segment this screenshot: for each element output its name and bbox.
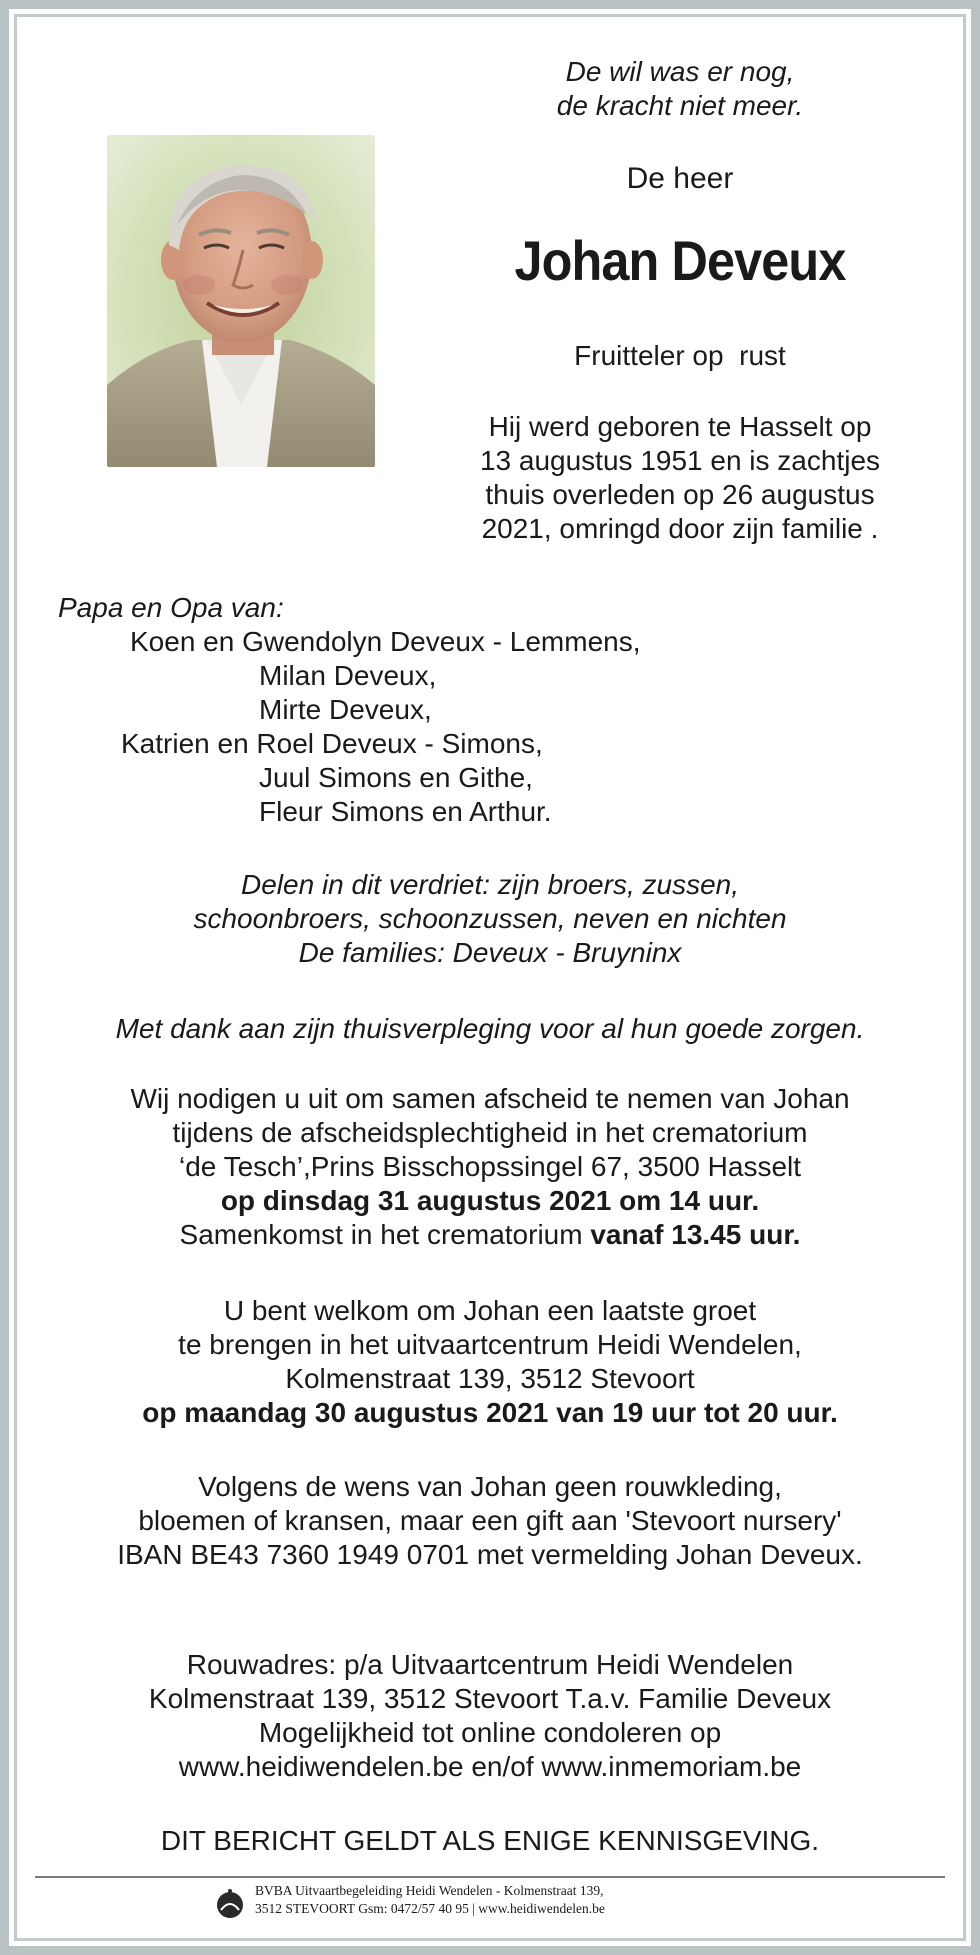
ceremony-block: [40, 1082, 940, 1252]
ceremony-line: ‘de Tesch’,Prins Bisschopssingel 67, 3500 Hasselt: [178, 1151, 802, 1182]
address-line: Kolmenstraat 139, 3512 Stevoort T.a.v. Familie Deveux: [148, 1683, 832, 1714]
gathering-prefix: Samenkomst in het crematorium: [179, 1219, 591, 1250]
wish-block: [40, 1470, 940, 1572]
footer-line1: BVBA Uitvaartbegeleiding Heidi Wendelen - Kolmenstraat 139,: [255, 1883, 604, 1898]
family-line: Juul Simons en Githe,: [259, 762, 533, 793]
notice: DIT BERICHT GELDT ALS ENIGE KENNISGEVING.: [160, 1825, 820, 1856]
family-line: Fleur Simons en Arthur.: [259, 796, 552, 827]
family-line: Katrien en Roel Deveux - Simons,: [121, 728, 543, 759]
motto-line: De wil was er nog,: [565, 56, 795, 87]
ceremony-line: Wij nodigen u uit om samen afscheid te nemen van Johan: [130, 1083, 850, 1114]
grief-line: Delen in dit verdriet: zijn broers, zussen,: [241, 869, 739, 900]
ceremony-date: op dinsdag 31 augustus 2021 om 14 uur.: [220, 1185, 760, 1216]
wish-line: Volgens de wens van Johan geen rouwkleding,: [198, 1471, 782, 1502]
motto-line: de kracht niet meer.: [556, 90, 804, 121]
visit-block: [40, 1294, 940, 1430]
address-line: Mogelijkheid tot online condoleren op: [258, 1717, 722, 1748]
thanks: Met dank aan zijn thuisverpleging voor al hun goede zorgen.: [115, 1013, 865, 1044]
address-line: www.heidiwendelen.be en/of www.inmemoriam.be: [178, 1751, 802, 1782]
address-block: [40, 1648, 940, 1784]
visit-line: U bent welkom om Johan een laatste groet: [223, 1295, 757, 1326]
ceremony-line: tijdens de afscheidsplechtigheid in het crematorium: [172, 1117, 808, 1148]
portrait-photo: [107, 135, 375, 467]
family-line: Mirte Deveux,: [259, 694, 432, 725]
birth-line: thuis overleden op 26 augustus: [485, 479, 875, 510]
footer-text: [255, 1882, 605, 1918]
birth-line: 13 augustus 1951 en is zachtjes: [479, 445, 881, 476]
family-line: Milan Deveux,: [259, 660, 437, 691]
motto: [480, 55, 880, 123]
family-heading: Papa en Opa van:: [58, 592, 284, 623]
grief-line: De families: Deveux - Bruyninx: [298, 937, 682, 968]
wish-line: IBAN BE43 7360 1949 0701 met vermelding Johan Deveux.: [117, 1539, 863, 1570]
honorific: De heer: [626, 162, 734, 195]
visit-date: op maandag 30 augustus 2021 van 19 uur tot 20 uur.: [142, 1397, 838, 1428]
funeral-home-logo-icon: [215, 1888, 245, 1920]
family-line: Koen en Gwendolyn Deveux - Lemmens,: [130, 626, 641, 657]
grief-line: schoonbroers, schoonzussen, neven en nichten: [193, 903, 787, 934]
footer-divider: [35, 1876, 945, 1878]
profession: Fruitteler op rust: [574, 340, 786, 371]
deceased-name: Johan Deveux: [514, 229, 846, 292]
gathering-time: vanaf 13.45 uur.: [590, 1219, 801, 1250]
gathering-line: [40, 1218, 940, 1252]
birth-death-info: [430, 410, 930, 546]
address-line: Rouwadres: p/a Uitvaartcentrum Heidi Wendelen: [186, 1649, 794, 1680]
visit-line: te brengen in het uitvaartcentrum Heidi Wendelen,: [178, 1329, 802, 1360]
birth-line: 2021, omringd door zijn familie .: [481, 513, 879, 544]
footer-line2: 3512 STEVOORT Gsm: 0472/57 40 95 | www.heidiwendelen.be: [255, 1901, 605, 1916]
grief-block: [40, 868, 940, 970]
birth-line: Hij werd geboren te Hasselt op: [488, 411, 872, 442]
visit-line: Kolmenstraat 139, 3512 Stevoort: [285, 1363, 695, 1394]
wish-line: bloemen of kransen, maar een gift aan 'Stevoort nursery': [138, 1505, 842, 1536]
